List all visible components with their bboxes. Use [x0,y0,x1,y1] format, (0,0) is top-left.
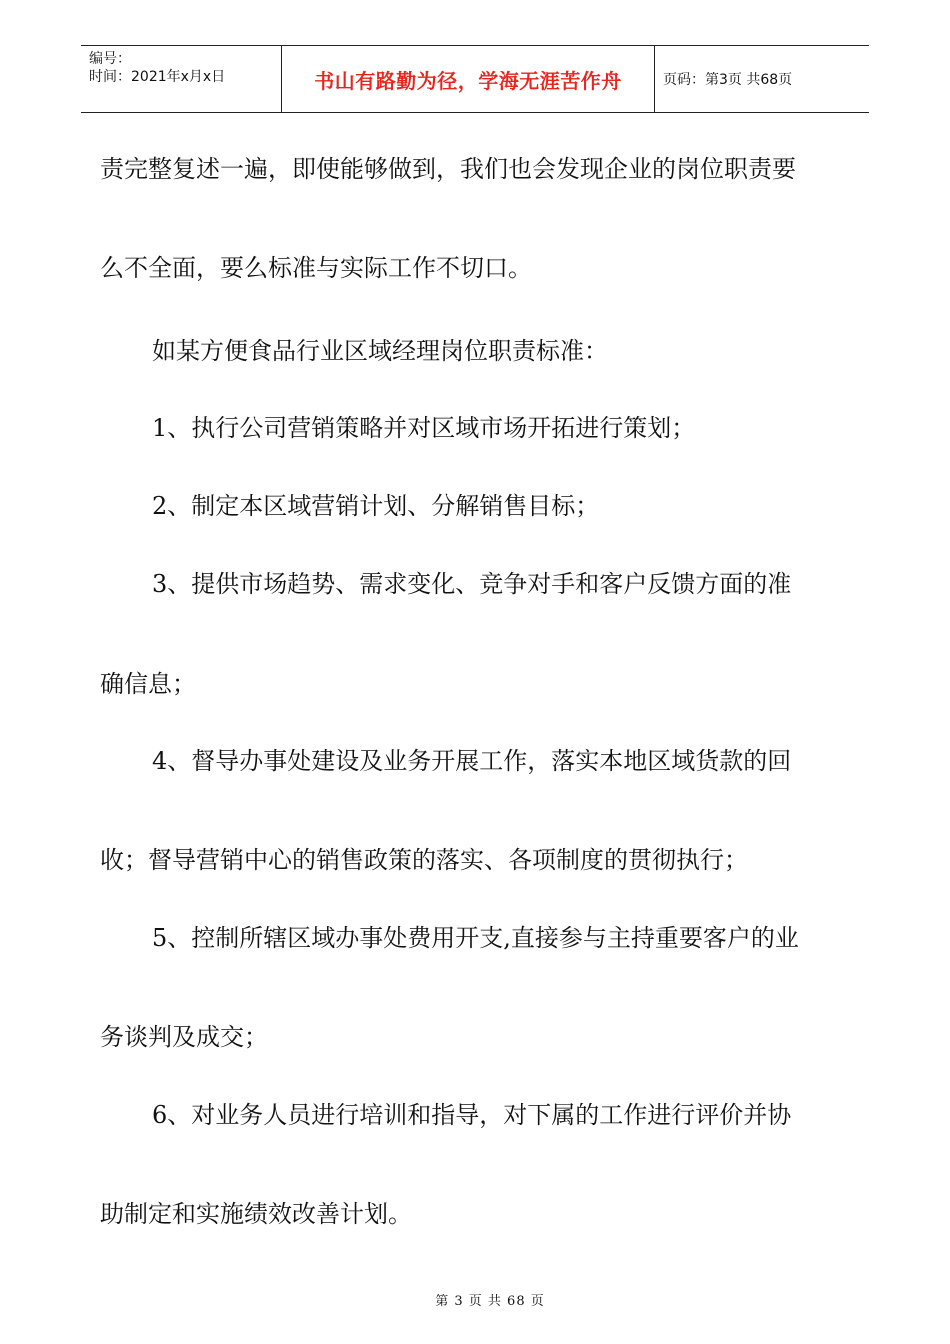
paragraph-line: 如某方便食品行业区域经理岗位职责标准： [152,337,608,365]
list-item-line: 5、控制所辖区域办事处费用开支,直接参与主持重要客户的业 [152,924,799,952]
header-meta-cell [81,46,281,112]
document-time-label: 时间：2021年x月x日 [89,69,226,85]
header-motto: 书山有路勤为径，学海无涯苦作舟 [281,46,655,112]
paragraph-line: 么不全面，要么标准与实际工作不切口。 [100,254,532,282]
header-page-info: 页码：第3页 共68页 [663,72,793,88]
list-item-line: 6、对业务人员进行培训和指导，对下属的工作进行评价并协 [152,1101,792,1129]
list-item-line: 1、执行公司营销策略并对区域市场开拓进行策划； [152,414,696,442]
list-item-line: 2、制定本区域营销计划、分解销售目标； [152,492,600,520]
list-item-continuation: 助制定和实施绩效改善计划。 [100,1200,412,1228]
list-item-line: 3、提供市场趋势、需求变化、竞争对手和客户反馈方面的准 [152,570,792,598]
list-item-continuation: 收；督导营销中心的销售政策的落实、各项制度的贯彻执行； [100,846,748,874]
list-item-continuation: 确信息； [100,670,196,698]
page-footer: 第 3 页 共 68 页 [435,1294,545,1309]
document-number-label: 编号： [89,51,131,67]
document-header [81,45,869,113]
list-item-continuation: 务谈判及成交； [100,1023,268,1051]
list-item-line: 4、督导办事处建设及业务开展工作，落实本地区域货款的回 [152,747,792,775]
paragraph-line: 责完整复述一遍，即使能够做到，我们也会发现企业的岗位职责要 [100,155,796,183]
